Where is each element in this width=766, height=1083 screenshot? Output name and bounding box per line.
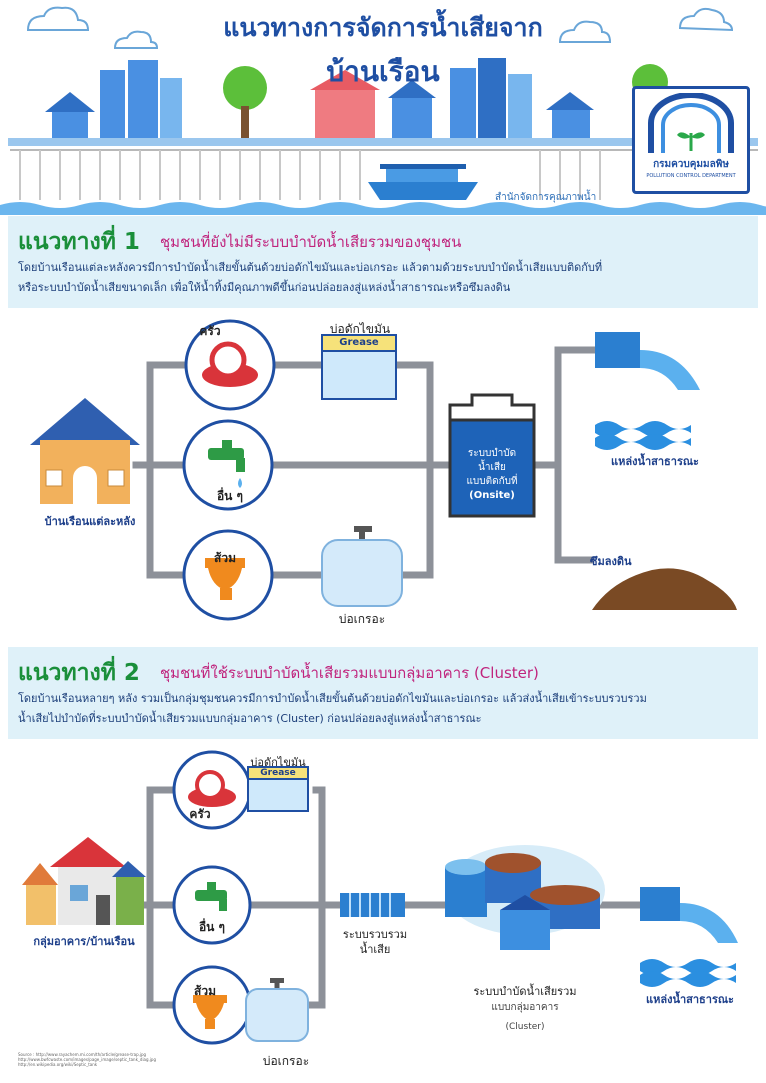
- logo-subtext: POLLUTION CONTROL DEPARTMENT: [646, 173, 736, 179]
- section2-heading: แนวทางที่ 2: [18, 660, 140, 686]
- soil-mound-icon: [592, 568, 737, 610]
- water-waves-icon: [640, 959, 736, 987]
- section1-diagram: [0, 310, 766, 640]
- department-subtitle: สำนักจัดการคุณภาพน้ำ: [495, 192, 597, 203]
- s1-septic-label: บ่อเกรอะ: [338, 612, 386, 626]
- s2-grease-trap-label: บ่อดักไขมัน: [250, 756, 306, 769]
- s1-grease-text: Grease: [339, 337, 379, 348]
- houses-group-icon: [22, 837, 146, 925]
- section1-paragraph-line1: โดยบ้านเรือนแต่ละหลังควรมีการบำบัดน้ำเสียขั้นต้นด้วยบ่อดักไขมันและบ่อเกรอะ แล้วตามด้วยระบบบำบัดน้ำเสียแบบติดกับที่: [18, 261, 603, 274]
- section2-paragraph-line2: น้ำเสียไปบำบัดที่ระบบบำบัดน้ำเสียรวมแบบกลุ่มอาคาร (Cluster) ก่อนปล่อยลงสู่แหล่งน้ำสาธารณะ: [18, 712, 482, 725]
- s2-cluster-line1: ระบบบำบัดน้ำเสียรวม: [473, 985, 577, 998]
- s2-grease-text: Grease: [260, 768, 296, 778]
- s2-public-water-label: แหล่งน้ำสาธารณะ: [646, 993, 734, 1006]
- s2-collection-line2: น้ำเสีย: [359, 943, 391, 956]
- s1-grease-trap-label: บ่อดักไขมัน: [329, 322, 391, 336]
- septic-tank-icon: [246, 978, 308, 1041]
- logo-arch-icon: [643, 93, 739, 155]
- s2-toilet-label: ส้วม: [194, 984, 216, 998]
- s1-onsite-line3: แบบติดกับที่: [466, 476, 518, 487]
- s2-collection-line1: ระบบรวบรวม: [342, 928, 408, 941]
- treatment-plant-icon: [445, 845, 605, 950]
- s2-other-label: อื่น ๆ: [198, 920, 226, 934]
- s1-onsite-line1: ระบบบำบัด: [467, 448, 517, 459]
- section1-paragraph-line2: หรือระบบบำบัดน้ำเสียขนาดเล็ก เพื่อให้น้ำทิ้งมีคุณภาพดีขึ้นก่อนปล่อยลงสู่แหล่งน้ำสาธารณะหรือซึมลงดิน: [18, 281, 511, 294]
- s1-soil-label: ซึมลงดิน: [590, 555, 632, 568]
- outlet-pipe-icon: [640, 887, 738, 943]
- outlet-pipe-icon: [595, 332, 700, 390]
- s2-cluster-line2: แบบกลุ่มอาคาร: [491, 1002, 559, 1013]
- s2-cluster-line3: (Cluster): [505, 1022, 545, 1032]
- source-credits: [18, 1052, 258, 1067]
- section1-subheading: ชุมชนที่ยังไม่มีระบบบำบัดน้ำเสียรวมของชุมชน: [160, 233, 462, 251]
- s2-house-label: กลุ่มอาคาร/บ้านเรือน: [33, 935, 135, 948]
- collection-pipe-icon: [340, 893, 405, 917]
- source-label: Source :: [18, 1052, 35, 1057]
- s1-onsite-line4: (Onsite): [469, 490, 515, 501]
- house-icon: [30, 398, 140, 504]
- page-title-line2: บ้านเรือน: [326, 55, 440, 88]
- source-line3: http://en.wikipedia.org/wiki/Septic_tank: [18, 1062, 98, 1067]
- s1-toilet-label: ส้วม: [214, 551, 236, 565]
- boat-icon: [368, 164, 478, 200]
- s1-public-water-label: แหล่งน้ำสาธารณะ: [611, 455, 699, 468]
- section2-paragraph-line1: โดยบ้านเรือนหลายๆ หลัง รวมเป็นกลุ่มชุมชนควรมีการบำบัดน้ำเสียขั้นต้นด้วยบ่อดักไขมันและบ่อเกรอะ แล้วส่งน้ำเสียเข้าระบบรวบรวม: [18, 692, 647, 705]
- s1-onsite-line2: น้ำเสีย: [478, 462, 506, 473]
- s2-kitchen-label: ครัว: [189, 807, 211, 821]
- section1-heading: แนวทางที่ 1: [18, 229, 140, 255]
- s1-house-label: บ้านเรือนแต่ละหลัง: [44, 515, 136, 528]
- page-title-line1: แนวทางการจัดการน้ำเสียจาก: [223, 13, 543, 42]
- s2-septic-label: บ่อเกรอะ: [262, 1054, 310, 1068]
- section2-subheading: ชุมชนที่ใช้ระบบบำบัดน้ำเสียรวมแบบกลุ่มอาคาร (Cluster): [160, 664, 539, 682]
- water-waves-icon: [595, 421, 691, 450]
- s1-other-label: อื่น ๆ: [216, 489, 244, 503]
- pcd-logo: [632, 86, 750, 194]
- header-banner: [0, 0, 766, 215]
- source-line1: http://www.rayachem.mi.com/th/article/grease-trap.jpg: [35, 1052, 147, 1057]
- logo-text: กรมควบคุมมลพิษ: [653, 159, 729, 170]
- source-line2: http://www.bwfcwaste.com/images/page_image/septic_tank_diag.jpg: [18, 1057, 157, 1062]
- septic-tank-icon: [322, 526, 402, 606]
- s1-kitchen-label: ครัว: [199, 324, 221, 338]
